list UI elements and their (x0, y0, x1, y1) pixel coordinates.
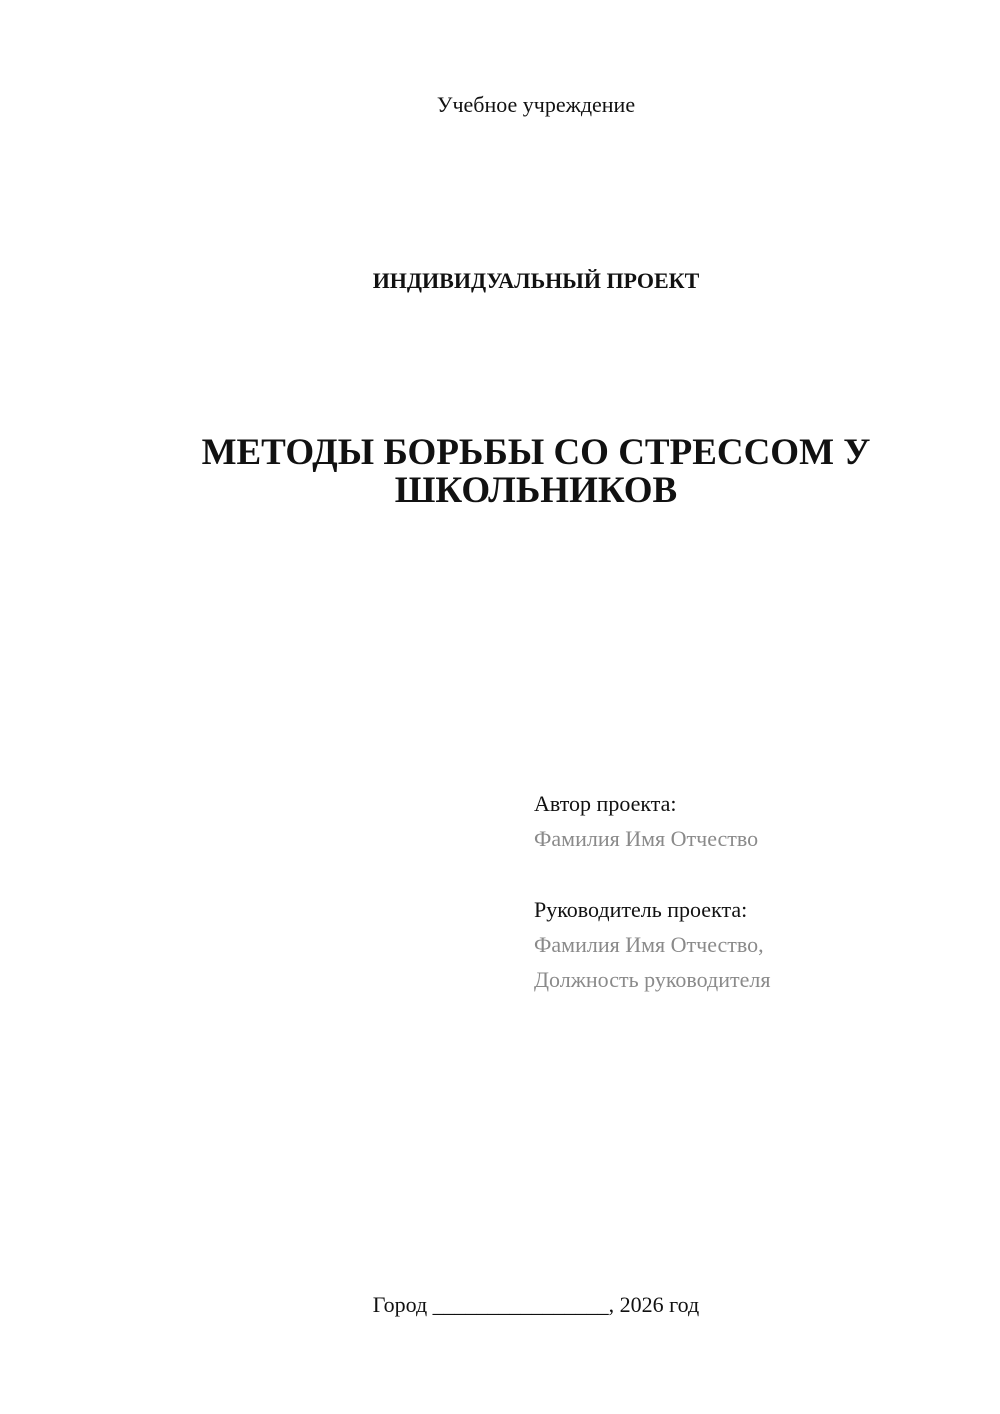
supervisor-position-placeholder: Должность руководителя (534, 967, 771, 992)
supervisor-label: Руководитель проекта: (534, 897, 748, 922)
supervisor-name-placeholder: Фамилия Имя Отчество, (534, 932, 764, 957)
institution-name: Учебное учреждение (436, 92, 636, 117)
credits-block (534, 786, 974, 997)
project-title-line-2: ШКОЛЬНИКОВ (394, 470, 678, 511)
credits-spacer (534, 856, 974, 892)
document-type-heading: ИНДИВИДУАЛЬНЫЙ ПРОЕКТ (372, 268, 700, 293)
author-label: Автор проекта: (534, 791, 677, 816)
project-title-line-1: МЕТОДЫ БОРЬБЫ СО СТРЕССОМ У (201, 432, 871, 473)
project-title (120, 434, 952, 510)
city-year-line: Город ________________, 2026 год (372, 1292, 700, 1317)
author-name-placeholder: Фамилия Имя Отчество (534, 826, 759, 851)
